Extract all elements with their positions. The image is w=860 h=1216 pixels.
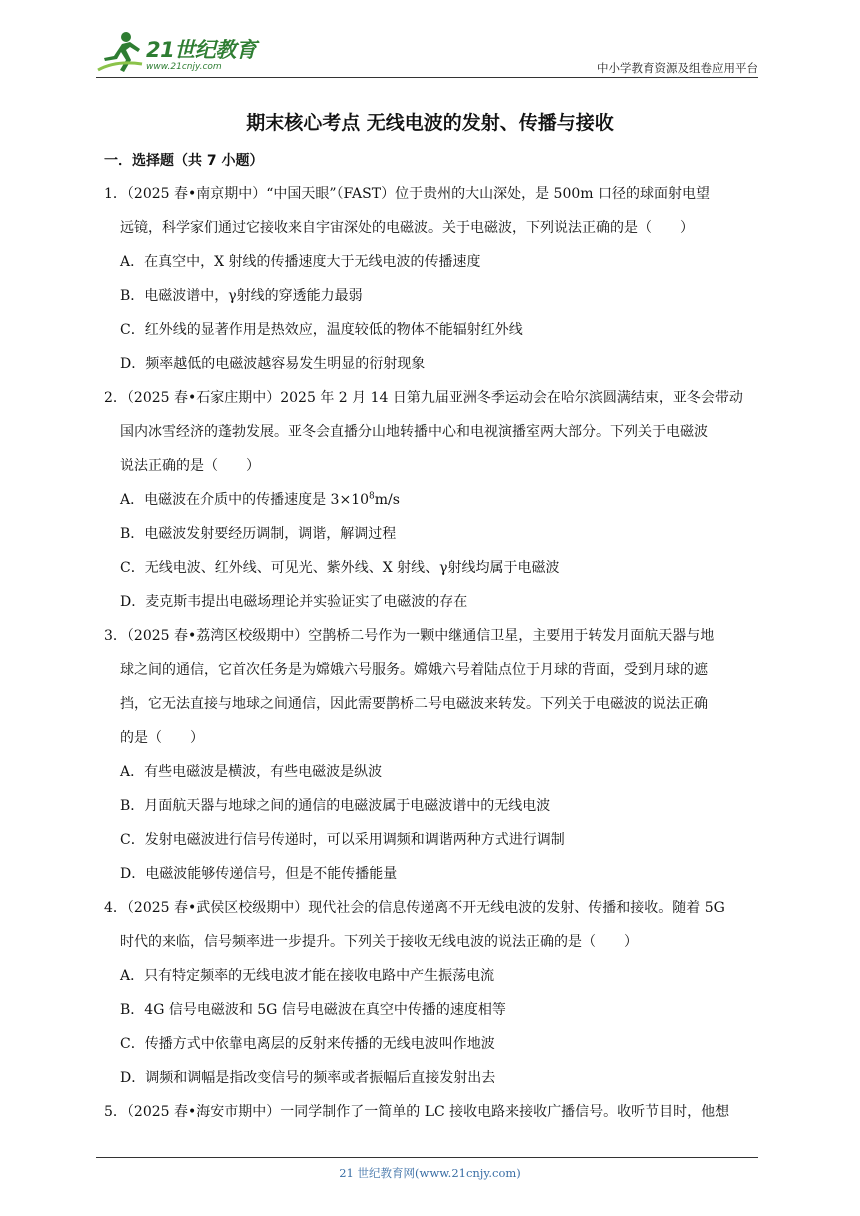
exponent: 8 [369, 491, 375, 502]
question-2-option-a [120, 490, 400, 510]
question-5-line-1: 5．（2025 春•海安市期中）一同学制作了一简单的 LC 接收电路来接收广播信号。收听节目时，他想 [104, 1104, 730, 1120]
header-divider [96, 77, 758, 78]
page-header [96, 30, 758, 82]
question-1-line-1: 1．（2025 春•南京期中）“中国天眼”（FAST）位于贵州的大山深处，是 500m 口径的球面射电望 [104, 186, 710, 202]
question-2-line-3: 说法正确的是（ ） [120, 458, 260, 474]
question-3-option-b: B．月面航天器与地球之间的通信的电磁波属于电磁波谱中的无线电波 [120, 798, 551, 814]
question-4-line-2: 时代的来临，信号频率进一步提升。下列关于接收无线电波的说法正确的是（ ） [120, 934, 638, 950]
logo-url: www.21cnjy.com [146, 62, 222, 72]
logo [96, 30, 266, 78]
question-3-line-1: 3．（2025 春•荔湾区校级期中）空鹊桥二号作为一颗中继通信卫星，主要用于转发月面航天器与地 [104, 628, 715, 644]
question-4-option-b: B．4G 信号电磁波和 5G 信号电磁波在真空中传播的速度相等 [120, 1002, 506, 1018]
runner-logo-icon [96, 30, 144, 76]
question-4-option-d: D．调频和调幅是指改变信号的频率或者振幅后直接发射出去 [120, 1070, 496, 1086]
question-1-line-2: 远镜，科学家们通过它接收来自宇宙深处的电磁波。关于电磁波，下列说法正确的是（ ） [120, 220, 694, 236]
question-2-option-b: B．电磁波发射要经历调制，调谐，解调过程 [120, 526, 397, 542]
question-3-line-3: 挡，它无法直接与地球之间通信，因此需要鹊桥二号电磁波来转发。下列关于电磁波的说法正确 [120, 696, 708, 712]
page-footer: 21 世纪教育网(www.21cnjy.com) [339, 1166, 521, 1180]
question-4-option-c: C．传播方式中依靠电离层的反射来传播的无线电波叫作地波 [120, 1036, 495, 1052]
logo-text: 21世纪教育 [146, 38, 257, 62]
question-3-line-4: 的是（ ） [120, 730, 204, 746]
question-1-option-c: C．红外线的显著作用是热效应，温度较低的物体不能辐射红外线 [120, 322, 523, 338]
question-2-option-c: C．无线电波、红外线、可见光、紫外线、X 射线、γ射线均属于电磁波 [120, 560, 560, 576]
question-1-option-a: A．在真空中，X 射线的传播速度大于无线电波的传播速度 [120, 254, 481, 270]
question-2-line-2: 国内冰雪经济的蓬勃发展。亚冬会直播分山地转播中心和电视演播室两大部分。下列关于电磁波 [120, 424, 708, 440]
question-3-option-a: A．有些电磁波是横波，有些电磁波是纵波 [120, 764, 383, 780]
platform-name: 中小学教育资源及组卷应用平台 [597, 61, 758, 75]
question-4-option-a: A．只有特定频率的无线电波才能在接收电路中产生振荡电流 [120, 968, 495, 984]
question-3-option-d: D．电磁波能够传递信号，但是不能传播能量 [120, 866, 398, 882]
question-1-option-d: D．频率越低的电磁波越容易发生明显的衍射现象 [120, 356, 426, 372]
question-3-line-2: 球之间的通信，它首次任务是为嫦娥六号服务。嫦娥六号着陆点位于月球的背面，受到月球的遮 [120, 662, 708, 678]
question-1-option-b: B．电磁波谱中，γ射线的穿透能力最弱 [120, 288, 363, 304]
question-2-option-d: D．麦克斯韦提出电磁场理论并实验证实了电磁波的存在 [120, 594, 468, 610]
question-4-line-1: 4．（2025 春•武侯区校级期中）现代社会的信息传递离不开无线电波的发射、传播和接收。随着 5G [104, 900, 725, 916]
page-title: 期末核心考点 无线电波的发射、传播与接收 [246, 112, 614, 134]
footer-divider [96, 1157, 758, 1158]
section-heading: 一．选择题（共 7 小题） [104, 153, 264, 169]
option-a-text: A．电磁波在介质中的传播速度是 3×10 [120, 492, 370, 508]
question-2-line-1: 2．（2025 春•石家庄期中）2025 年 2 月 14 日第九届亚洲冬季运动会在哈尔滨圆满结束，亚冬会带动 [104, 390, 743, 406]
unit: m/s [374, 492, 400, 508]
question-3-option-c: C．发射电磁波进行信号传递时，可以采用调频和调谐两种方式进行调制 [120, 832, 565, 848]
